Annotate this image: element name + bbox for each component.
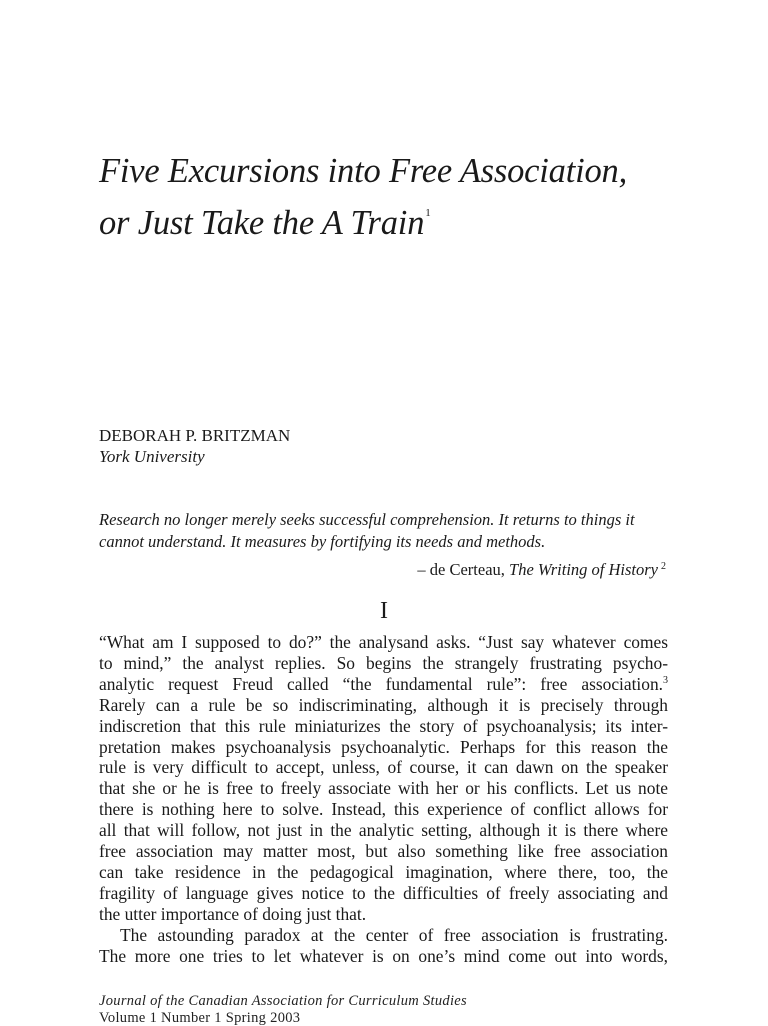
title-footnote-mark[interactable]: 1 (425, 207, 430, 219)
epigraph-line: cannot understand. It measures by fortifying its needs and methods. (99, 531, 669, 553)
epigraph-line: Research no longer merely seeks successful comprehension. It returns to things it (99, 509, 669, 531)
body-line: rule is very difficult to accept, unless, of course, it can dawn on the speaker (99, 757, 668, 778)
body-line: fragility of language gives notice to the difficulties of freely associating and (99, 883, 668, 904)
author-name: DEBORAH P. BRITZMAN (99, 425, 290, 447)
body-line: pretation makes psychoanalysis psychoanalytic. Perhaps for this reason the (99, 737, 668, 758)
body-footnote-mark[interactable]: 3 (663, 675, 668, 686)
body-line: can take residence in the pedagogical imagination, where there, too, the (99, 862, 668, 883)
body-line: The more one tries to let whatever is on one’s mind come out into words, (99, 946, 668, 967)
title-line-2: or Just Take the A Train (99, 204, 424, 242)
journal-issue: Volume 1 Number 1 Spring 2003 (99, 1010, 467, 1026)
body-line-text: analytic request Freud called “the fundamental rule”: free association. (99, 674, 663, 694)
author-affiliation: York University (99, 446, 205, 468)
body-line: to mind,” the analyst replies. So begins the strangely frustrating psycho- (99, 653, 668, 674)
body-line (99, 674, 668, 695)
epigraph-footnote-mark[interactable]: 2 (661, 561, 666, 572)
attribution-prefix: – de Certeau, (417, 560, 509, 579)
body-line: all that will follow, not just in the analytic setting, although it is there where (99, 820, 668, 841)
article-title (99, 150, 699, 244)
body-line: “What am I supposed to do?” the analysand asks. “Just say whatever comes (99, 632, 668, 653)
body-line: there is nothing here to solve. Instead, this experience of conflict allows for (99, 799, 668, 820)
epigraph (99, 509, 669, 553)
section-numeral: I (0, 597, 768, 625)
body-paragraphs (99, 632, 668, 967)
journal-name: Journal of the Canadian Association for Curriculum Studies (99, 993, 467, 1010)
body-line: indiscretion that this rule miniaturizes the story of psychoanalysis; its inter- (99, 716, 668, 737)
body-line: Rarely can a rule be so indiscriminating, although it is precisely through (99, 695, 668, 716)
epigraph-attribution (417, 556, 666, 581)
body-line: free association may matter most, but also something like free association (99, 841, 668, 862)
body-line: that she or he is free to freely associate with her or his conflicts. Let us note (99, 778, 668, 799)
title-line-1: Five Excursions into Free Association, (99, 150, 699, 192)
body-line: the utter importance of doing just that. (99, 904, 668, 925)
body-line: The astounding paradox at the center of free association is frustrating. (99, 925, 668, 946)
page-footer (99, 993, 467, 1026)
attribution-work: The Writing of History (509, 560, 658, 579)
